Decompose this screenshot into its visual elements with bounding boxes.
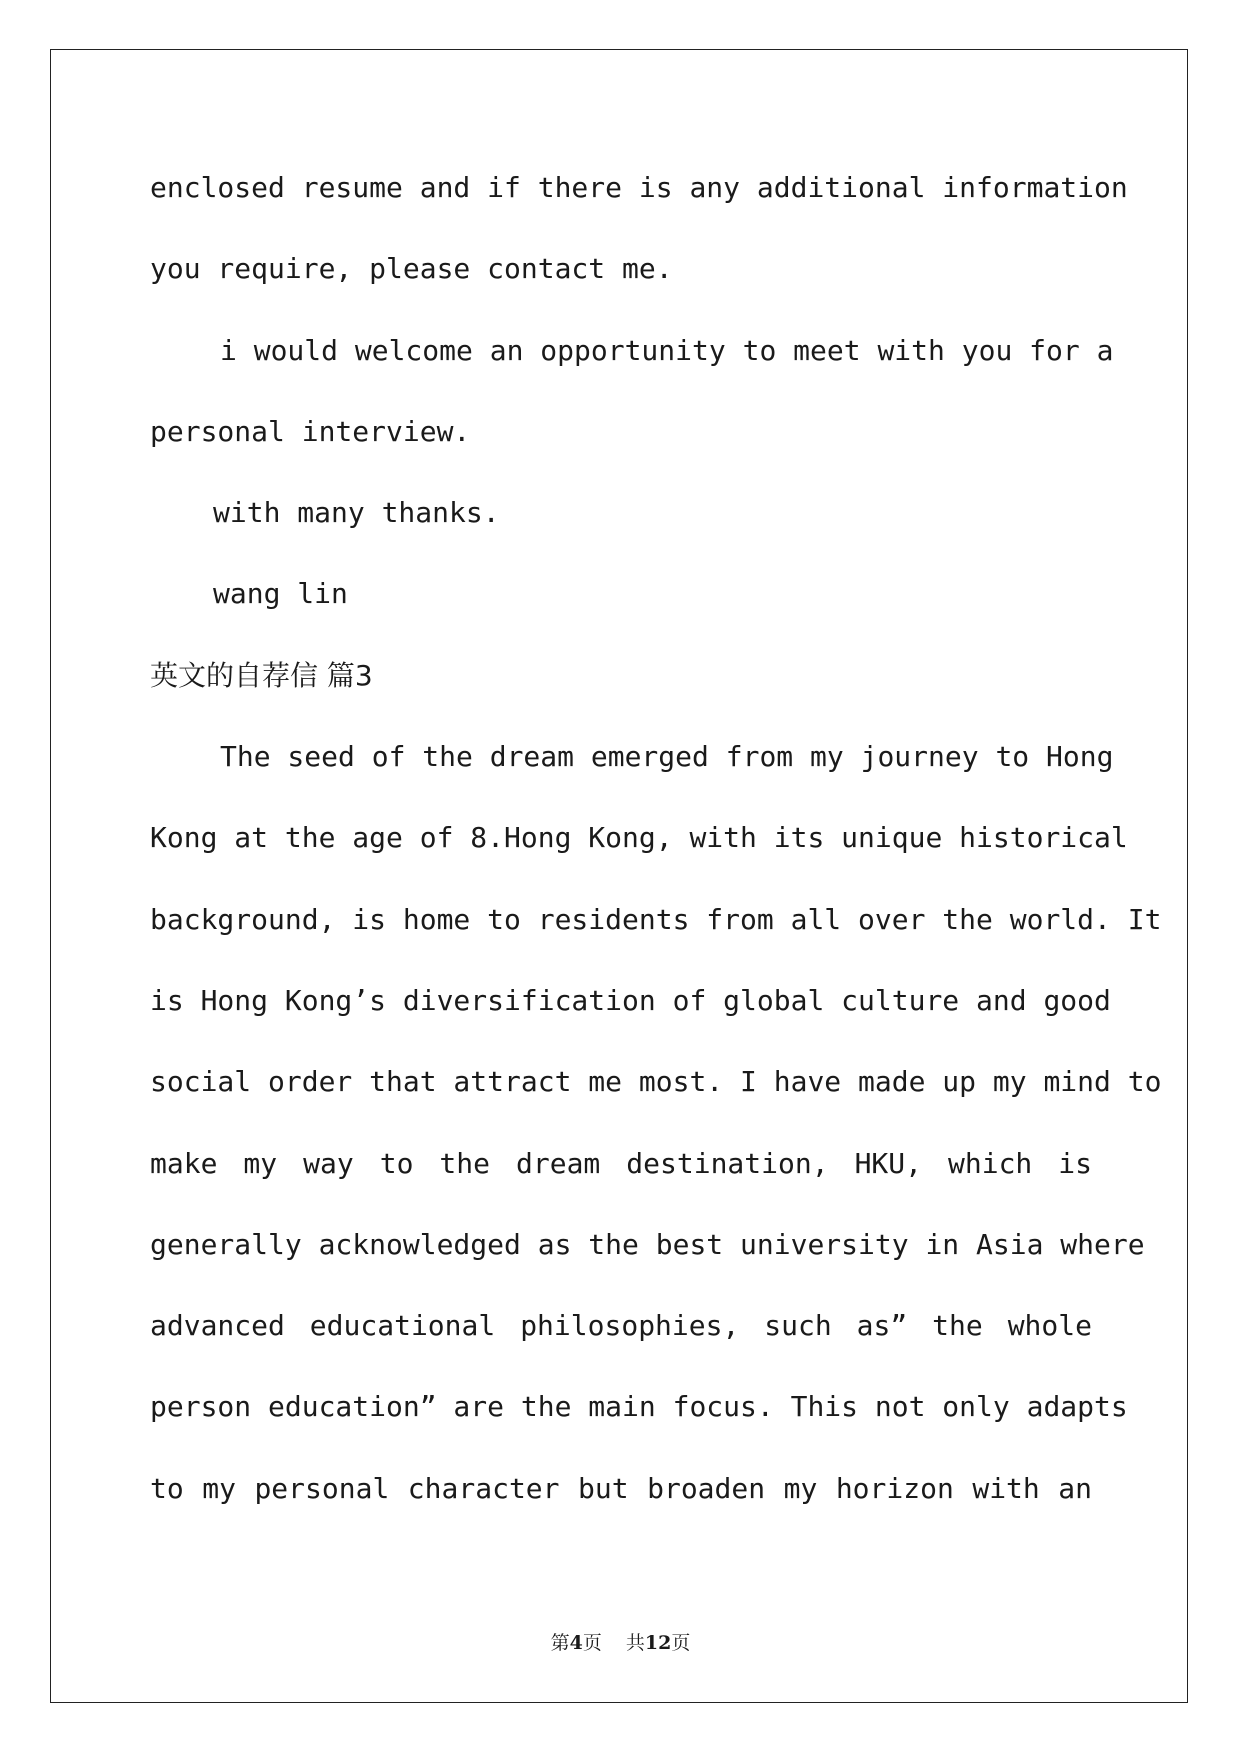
text-line: is Hong Kong’s diversification of global culture and good	[150, 983, 1111, 1017]
footer-total-prefix: 共	[625, 1632, 645, 1654]
document-body	[150, 160, 1162, 1542]
section-heading: 英文的自荐信 篇3	[150, 658, 373, 692]
text-line: generally acknowledged as the best university in Asia where	[150, 1227, 1145, 1261]
total-pages-number: 12	[644, 1632, 672, 1654]
text-line: with many thanks.	[213, 496, 500, 530]
text-line: background, is home to residents from all over the world. It	[150, 902, 1162, 936]
text-line: Kong at the age of 8.Hong Kong, with its unique historical	[150, 821, 1128, 855]
text-line: personal interview.	[150, 414, 471, 448]
text-line: enclosed resume and if there is any additional information	[150, 171, 1128, 204]
text-line: to my personal character but broaden my horizon with an	[150, 1471, 1092, 1505]
footer-page-suffix: 页	[582, 1632, 602, 1654]
text-line: person education” are the main focus. This not only adapts	[150, 1390, 1128, 1424]
text-line: The seed of the dream emerged from my journey to Hong	[220, 740, 1114, 774]
text-line: you require, please contact me.	[150, 252, 673, 286]
text-line: advanced educational philosophies, such as” the whole	[150, 1309, 1092, 1343]
footer-total-suffix: 页	[671, 1632, 691, 1654]
footer-prefix: 第	[550, 1632, 570, 1654]
text-line: wang lin	[213, 577, 348, 611]
text-line: social order that attract me most. I have made up my mind to	[150, 1065, 1162, 1099]
text-line: i would welcome an opportunity to meet with you for a	[220, 333, 1114, 367]
text-line: make my way to the dream destination, HKU, which is	[150, 1146, 1092, 1180]
page-footer	[0, 1628, 1241, 1655]
current-page-number: 4	[569, 1632, 583, 1654]
